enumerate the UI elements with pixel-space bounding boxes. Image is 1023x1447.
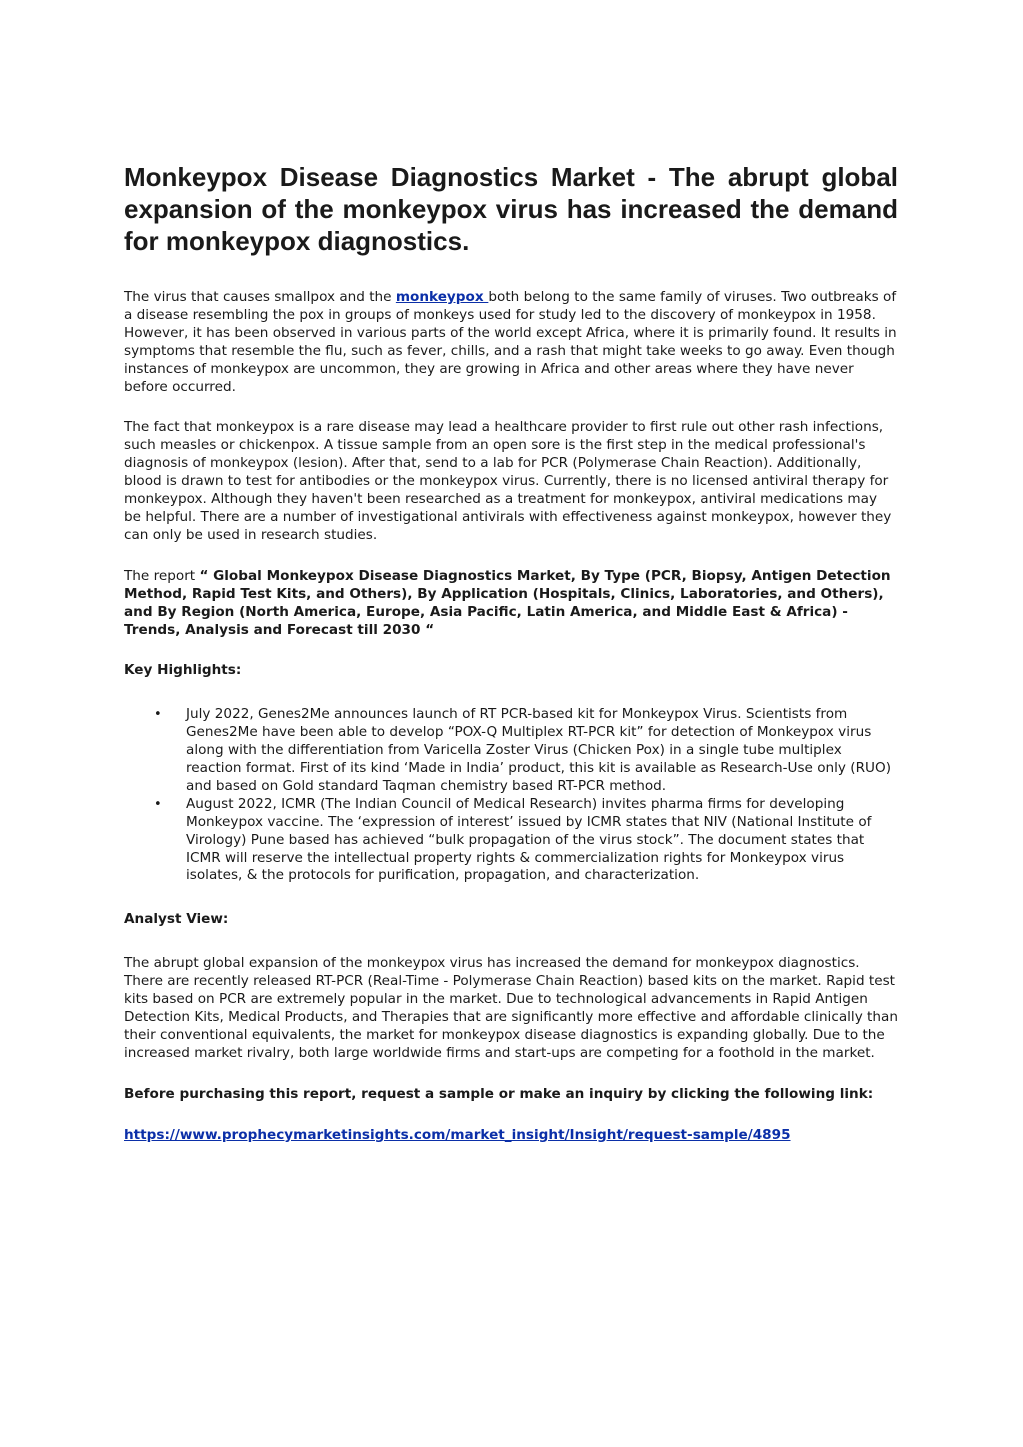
list-item: [124, 796, 898, 886]
report-title: “ Global Monkeypox Disease Diagnostics Market, By Type (PCR, Biopsy, Antigen Detection Method, Rapid Test Kits, and Others), By Application (Hospitals, Clinics, Laboratories, and Others), and By Region (North America, Europe, Asia Pacific, Latin America, and Middle East & Africa) - Trends, Analysis and Forecast till 2030 “: [124, 567, 891, 638]
bullet-icon: •: [154, 707, 162, 723]
report-paragraph: [124, 568, 898, 640]
sample-request-link[interactable]: https://www.prophecymarketinsights.com/market_insight/Insight/request-sample/4895: [124, 1126, 791, 1143]
key-highlights-list: [124, 706, 898, 885]
diagnosis-paragraph: The fact that monkeypox is a rare disease may lead a healthcare provider to first rule out other rash infections, such measles or chickenpox. A tissue sample from an open sore is the first step in the medical professional's diagnosis of monkeypox (lesion). After that, send to a lab for PCR (Polymerase Chain Reaction). Additionally, blood is drawn to test for antibodies or the monkeypox virus. Currently, there is no licensed antiviral therapy for monkeypox. Although they haven't been researched as a treatment for monkeypox, antiviral medications may be helpful. There are a number of investigational antivirals with effectiveness against monkeypox, however they can only be used in research studies.: [124, 419, 892, 543]
document-page: [124, 161, 898, 1145]
bullet-icon: •: [154, 796, 162, 812]
list-item: [124, 706, 898, 796]
document-title: Monkeypox Disease Diagnostics Market - The abrupt global expansion of the monkeypox virus has increased the demand for monkeypox diagnostics.: [124, 162, 898, 256]
cta-text: Before purchasing this report, request a sample or make an inquiry by clicking the following link:: [124, 1085, 874, 1102]
monkeypox-link[interactable]: monkeypox: [395, 289, 489, 305]
intro-text-before-link: The virus that causes smallpox and the: [124, 289, 396, 305]
highlight-text: August 2022, ICMR (The Indian Council of Medical Research) invites pharma firms for developing Monkeypox vaccine. The ‘expression of interest’ issued by ICMR states that NIV (National Institute of Virology) Pune based has achieved “bulk propagation of the virus stock”. The document states that ICMR will reserve the intellectual property rights & commercialization rights for Monkeypox virus isolates, & the protocols for purification, propagation, and characterization.: [186, 795, 872, 884]
key-highlights-heading: Key Highlights:: [124, 662, 242, 679]
report-prefix: The report: [124, 567, 200, 584]
intro-text-after-link: both belong to the same family of viruses. Two outbreaks of a disease resembling the pox in groups of monkeys used for study led to the discovery of monkeypox in 1958. However, it has been observed in various parts of the world except Africa, where it is primarily found. It results in symptoms that resemble the flu, such as fever, chills, and a rash that might take weeks to go away. Even though instances of monkeypox are uncommon, they are growing in Africa and other areas where they have never before occurred.: [124, 289, 897, 395]
analyst-view-heading: Analyst View:: [124, 911, 229, 928]
analyst-view-paragraph: The abrupt global expansion of the monkeypox virus has increased the demand for monkeypox diagnostics. There are recently released RT-PCR (Real-Time - Polymerase Chain Reaction) based kits on the market. Rapid test kits based on PCR are extremely popular in the market. Due to technological advancements in Rapid Antigen Detection Kits, Medical Products, and Therapies that are significantly more effective and affordable clinically than their conventional equivalents, the market for monkeypox disease diagnostics is expanding globally. Due to the increased market rivalry, both large worldwide firms and start-ups are competing for a foothold in the market.: [124, 955, 898, 1061]
sample-request-line: [124, 1127, 898, 1145]
intro-paragraph: [124, 289, 898, 396]
highlight-text: July 2022, Genes2Me announces launch of RT PCR-based kit for Monkeypox Virus. Scientists from Genes2Me have been able to develop “POX-Q Multiplex RT-PCR kit” for detection of Monkeypox virus along with the differentiation from Varicella Zoster Virus (Chicken Pox) in a single tube multiplex reaction format. First of its kind ‘Made in India’ product, this kit is available as Research-Use only (RUO) and based on Gold standard Taqman chemistry based RT-PCR method.: [186, 706, 891, 794]
